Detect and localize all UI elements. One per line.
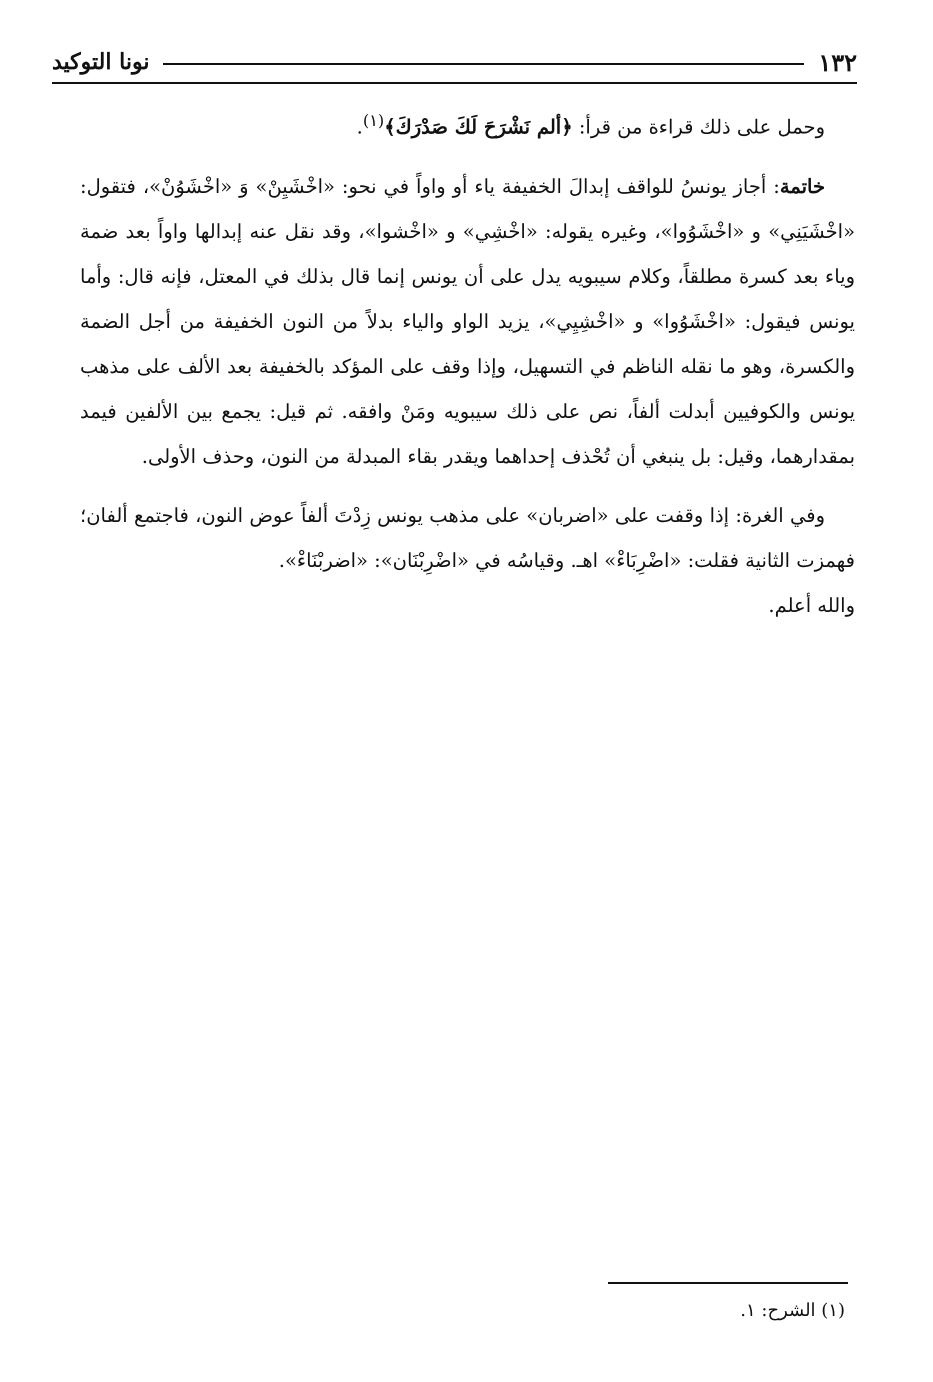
- paragraph-4-text: والله أعلم.: [768, 593, 855, 617]
- paragraph-2-text: : أجاز يونسُ للواقف إبدالَ الخفيفة ياء أو واواً في نحو: «اخْشَيِنْ» وَ «اخْشَوُنْ»، فتقول: «اخْشَيَنِي» و «اخْشَوُوا»، وغيره يقوله: «اخْشِي» و «اخْشوا»، وقد نقل عنه إبدالها واواً بعد ضمة وياء بعد كسرة مطلقاً، وكلام سيبويه يدل على أن يونس إنما قال بذلك في المعتل، فإنه قال: وأما يونس فيقول: «اخْشَوُوا» و «اخْشِيِي»، يزيد الواو والياء بدلاً من النون الخفيفة من أجل الضمة والكسرة، وهو ما نقله الناظم في التسهيل، وإذا وقف على المؤكد بالخفيفة بعد الألف على مذهب يونس والكوفيين أبدلت ألفاً، نص على ذلك سيبويه ومَنْ وافقه. ثم قيل: يجمع بين الألفين فيمد بمقدارهما، وقيل: بل ينبغي أن تُحْذف إحداهما ويقدر بقاء المبدلة من النون، وحذف الأولى.: [80, 174, 855, 468]
- paragraph-4: [80, 583, 855, 628]
- header-rule: [163, 63, 804, 65]
- quran-quote: ﴿ألم نَشْرَحَ لَكَ صَدْرَكَ﴾: [384, 115, 573, 139]
- paragraph-3: [80, 493, 855, 583]
- footnote: (١) الشرح: ١.: [740, 1300, 845, 1321]
- paragraph-2-lead: خاتمة: [779, 174, 825, 198]
- footnote-rule: [608, 1282, 848, 1284]
- paragraph-3-text: وفي الغرة: إذا وقفت على «اضربان» على مذهب يونس زِدْتَ ألفاً عوض النون، فاجتمع ألفان؛ فهمزت الثانية فقلت: «اضْرِبَاءْ» اهـ. وقياسُه في «اضْرِبْنَان»: «اضربْنَاءْ».: [80, 503, 855, 572]
- running-header: [52, 42, 857, 84]
- chapter-title: نونا التوكيد: [52, 49, 150, 75]
- paragraph-2: [80, 164, 855, 479]
- main-text: [80, 98, 855, 642]
- page-number: ١٣٢: [818, 47, 857, 77]
- paragraph-1-text: وحمل على ذلك قراءة من قرأ:: [572, 115, 825, 139]
- paragraph-1: [80, 98, 855, 150]
- paragraph-1-end: .: [356, 115, 363, 139]
- footnote-ref: (١): [362, 111, 385, 130]
